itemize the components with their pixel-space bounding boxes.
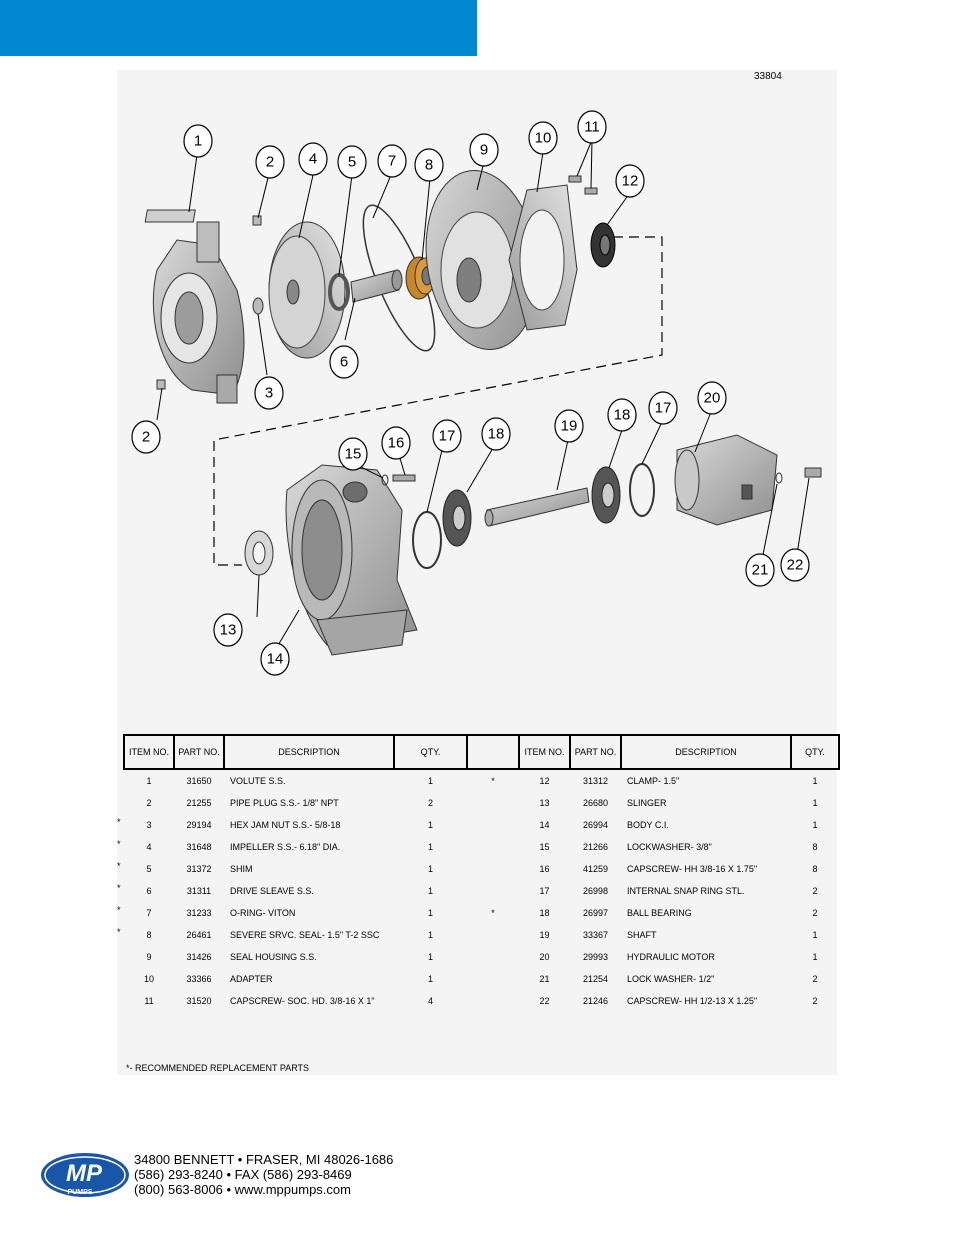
row-recommended-mark: *: [117, 905, 121, 915]
callout-label: 18: [487, 425, 505, 443]
callout-label: 5: [347, 153, 357, 171]
row-qty: 1: [812, 798, 818, 808]
part-snap-ring-left: [413, 512, 441, 568]
row-description: CAPSCREW- HH 1/2-13 X 1.25": [627, 996, 758, 1006]
row-item-no: 15: [539, 842, 550, 852]
parts-table-right-body: [467, 769, 839, 1012]
row-item-no: 14: [539, 820, 550, 830]
callout-label: 17: [438, 427, 456, 445]
row-item-no: 19: [539, 930, 550, 940]
table-row: [467, 990, 839, 1012]
callout-label: 19: [560, 417, 578, 435]
exploded-view-diagram: [117, 70, 837, 710]
row-qty: 1: [812, 952, 818, 962]
row-description: LOCKWASHER- 3/8": [627, 842, 712, 852]
part-drive-sleeve: [351, 270, 402, 302]
callout-label: 4: [308, 150, 318, 168]
table-header-row: [467, 735, 839, 769]
footnote: *- RECOMMENDED REPLACEMENT PARTS: [126, 1063, 310, 1073]
row-part-no: 31426: [186, 952, 212, 962]
row-item-no: 8: [146, 930, 152, 940]
company-address: [134, 1152, 393, 1197]
header-part-no: PART NO.: [174, 735, 224, 769]
row-item-no: 10: [143, 974, 154, 984]
row-description: BODY C.I.: [627, 820, 669, 830]
table-row: [124, 946, 467, 968]
row-qty: 1: [427, 908, 433, 918]
row-item-no: 17: [539, 886, 550, 896]
header-qty: QTY.: [791, 735, 839, 769]
row-description: VOLUTE S.S.: [230, 776, 286, 786]
row-recommended-mark: *: [117, 927, 121, 937]
row-item-no: 21: [539, 974, 550, 984]
row-qty: 1: [427, 952, 433, 962]
row-part-no: 33366: [186, 974, 212, 984]
row-qty: 1: [812, 776, 818, 786]
row-part-no: 31311: [186, 886, 212, 896]
row-recommended-mark: *: [117, 883, 121, 893]
row-description: IMPELLER S.S.- 6.18" DIA.: [230, 842, 341, 852]
parts-table-left-body: [124, 769, 467, 1012]
row-qty: 2: [812, 886, 818, 896]
row-recommended-mark: *: [491, 776, 495, 786]
parts-table-left: [123, 734, 468, 1012]
row-part-no: 31520: [186, 996, 212, 1006]
callout-label: 14: [266, 650, 284, 668]
row-item-no: 11: [144, 996, 154, 1006]
row-description: LOCK WASHER- 1/2": [627, 974, 715, 984]
row-item-no: 12: [539, 776, 550, 786]
row-recommended-mark: *: [117, 817, 121, 827]
header-part-no: PART NO.: [570, 735, 621, 769]
row-part-no: 31372: [186, 864, 212, 874]
row-recommended-mark: [467, 990, 519, 1012]
row-qty: 1: [812, 820, 818, 830]
row-description: ADAPTER: [230, 974, 273, 984]
row-qty: 1: [427, 886, 433, 896]
parts-table-right: [466, 734, 840, 1012]
address-line-1: 34800 BENNETT • FRASER, MI 48026-1686: [134, 1152, 394, 1167]
svg-text:PUMPS: PUMPS: [67, 1189, 93, 1196]
row-description: SEVERE SRVC. SEAL- 1.5" T-2 SSC: [230, 930, 380, 940]
callout-label: 20: [703, 389, 721, 407]
address-line-2: (586) 293-8240 • FAX (586) 293-8469: [134, 1167, 352, 1182]
table-row: [124, 968, 467, 990]
header-item-no: ITEM NO.: [519, 735, 570, 769]
row-description: INTERNAL SNAP RING STL.: [627, 886, 745, 896]
drawing-number: 33804: [754, 71, 782, 82]
row-part-no: 26997: [582, 908, 609, 918]
row-qty: 1: [427, 842, 433, 852]
callout-label: 9: [479, 141, 489, 159]
row-item-no: 7: [146, 908, 152, 918]
table-row: [467, 924, 839, 946]
row-description: CAPSCREW- HH 3/8-16 X 1.75": [627, 864, 758, 874]
header-description: DESCRIPTION: [621, 735, 791, 769]
row-qty: 2: [812, 908, 818, 918]
header-color-bar: [0, 0, 477, 56]
svg-text:MP: MP: [66, 1160, 102, 1187]
row-description: DRIVE SLEAVE S.S.: [230, 886, 314, 896]
table-row: [467, 769, 839, 792]
row-description: CLAMP- 1.5": [627, 776, 680, 786]
row-recommended-mark: [467, 968, 519, 990]
row-qty: 2: [812, 974, 818, 984]
callout-label: 7: [387, 152, 397, 170]
mp-pumps-logo: [40, 1150, 130, 1200]
part-bearing-left: [443, 490, 471, 546]
table-row: [124, 990, 467, 1012]
row-item-no: 1: [146, 776, 152, 786]
row-item-no: 5: [146, 864, 152, 874]
part-volute: [145, 210, 244, 403]
row-item-no: 4: [146, 842, 152, 852]
callout-label: 2: [265, 153, 275, 171]
part-hex-jam-nut: [253, 298, 263, 314]
table-header-row: [124, 735, 467, 769]
part-lock-washer: [776, 473, 782, 483]
row-qty: 1: [427, 776, 433, 786]
row-description: SEAL HOUSING S.S.: [230, 952, 317, 962]
row-recommended-mark: [467, 792, 519, 814]
part-shaft: [485, 488, 589, 526]
table-row: [124, 836, 467, 858]
callout-label: 17: [654, 399, 672, 417]
header-blank: [467, 735, 519, 769]
row-description: O-RING- VITON: [230, 908, 296, 918]
table-row: [467, 902, 839, 924]
row-description: HYDRAULIC MOTOR: [627, 952, 715, 962]
callout-label: 10: [534, 129, 552, 147]
callout-label: 6: [339, 353, 349, 371]
table-row: [467, 814, 839, 836]
row-part-no: 21255: [186, 798, 212, 808]
part-pipe-plug-top: [253, 216, 261, 225]
row-recommended-mark: [467, 858, 519, 880]
part-capscrew-hh: [393, 475, 415, 481]
row-qty: 1: [427, 974, 433, 984]
row-item-no: 22: [539, 996, 550, 1006]
row-description: CAPSCREW- SOC. HD. 3/8-16 X 1": [230, 996, 375, 1006]
callout-label: 11: [584, 118, 600, 136]
callout-label: 21: [751, 561, 769, 579]
part-slinger: [245, 531, 273, 575]
table-row: [124, 924, 467, 946]
row-qty: 8: [812, 864, 818, 874]
row-description: PIPE PLUG S.S.- 1/8" NPT: [230, 798, 339, 808]
row-qty: 8: [812, 842, 818, 852]
row-part-no: 21254: [582, 974, 609, 984]
part-capscrew-hh-large: [805, 468, 821, 477]
row-part-no: 29993: [582, 952, 609, 962]
row-item-no: 20: [539, 952, 550, 962]
part-impeller: [269, 222, 345, 358]
row-description: SHAFT: [627, 930, 657, 940]
row-part-no: 21246: [582, 996, 609, 1006]
row-part-no: 26998: [582, 886, 609, 896]
callout-label: 2: [141, 428, 151, 446]
part-pipe-plug-bottom: [157, 380, 165, 389]
row-part-no: 31233: [186, 908, 212, 918]
table-row: [467, 858, 839, 880]
row-description: SHIM: [230, 864, 253, 874]
row-part-no: 31650: [186, 776, 212, 786]
table-row: [467, 880, 839, 902]
row-item-no: 3: [146, 820, 152, 830]
part-snap-ring-right: [630, 464, 654, 516]
callout-label: 3: [264, 384, 274, 402]
row-qty: 1: [427, 820, 433, 830]
table-row: [124, 858, 467, 880]
row-description: SLINGER: [627, 798, 667, 808]
row-recommended-mark: [467, 924, 519, 946]
row-recommended-mark: *: [117, 861, 121, 871]
callout-label: 13: [219, 621, 237, 639]
row-item-no: 18: [539, 908, 550, 918]
row-qty: 1: [427, 864, 433, 874]
row-recommended-mark: [467, 880, 519, 902]
row-recommended-mark: *: [491, 908, 495, 918]
row-part-no: 26994: [582, 820, 609, 830]
row-qty: 2: [812, 996, 818, 1006]
row-recommended-mark: [467, 836, 519, 858]
header-item-no: ITEM NO.: [124, 735, 174, 769]
callout-label: 1: [193, 132, 203, 150]
row-description: BALL BEARING: [627, 908, 692, 918]
row-part-no: 31312: [582, 776, 609, 786]
table-row: [124, 814, 467, 836]
table-row: [467, 946, 839, 968]
part-clamp: [591, 223, 615, 267]
row-item-no: 6: [146, 886, 152, 896]
row-part-no: 31648: [186, 842, 212, 852]
row-recommended-mark: [467, 814, 519, 836]
table-row: [124, 792, 467, 814]
callout-label: 15: [344, 445, 362, 463]
table-row: [124, 880, 467, 902]
row-recommended-mark: [467, 946, 519, 968]
row-part-no: 26461: [186, 930, 212, 940]
row-recommended-mark: *: [117, 839, 121, 849]
row-part-no: 41259: [582, 864, 609, 874]
row-qty: 1: [812, 930, 818, 940]
part-body: [286, 465, 417, 655]
table-row: [124, 902, 467, 924]
row-part-no: 26680: [582, 798, 609, 808]
row-qty: 1: [427, 930, 433, 940]
callout-label: 12: [621, 172, 639, 190]
row-qty: 2: [427, 798, 433, 808]
table-row: [467, 792, 839, 814]
header-qty: QTY.: [394, 735, 467, 769]
row-item-no: 2: [146, 798, 152, 808]
row-item-no: 13: [539, 798, 550, 808]
part-hydraulic-motor: [675, 435, 777, 525]
row-item-no: 9: [146, 952, 152, 962]
callout-label: 8: [424, 156, 434, 174]
row-item-no: 16: [539, 864, 550, 874]
row-part-no: 29194: [186, 820, 212, 830]
table-row: [124, 769, 467, 792]
table-row: [467, 836, 839, 858]
row-part-no: 21266: [582, 842, 609, 852]
row-description: HEX JAM NUT S.S.- 5/8-18: [230, 820, 341, 830]
callout-label: 16: [387, 434, 405, 452]
table-row: [467, 968, 839, 990]
address-line-3: (800) 563-8006 • www.mppumps.com: [134, 1182, 351, 1197]
row-qty: 4: [427, 996, 433, 1006]
part-capscrews-soc: [569, 176, 597, 194]
row-part-no: 33367: [582, 930, 609, 940]
part-bearing-right: [592, 467, 620, 523]
callout-label: 18: [613, 406, 631, 424]
header-description: DESCRIPTION: [224, 735, 394, 769]
callout-label: 22: [786, 556, 804, 574]
